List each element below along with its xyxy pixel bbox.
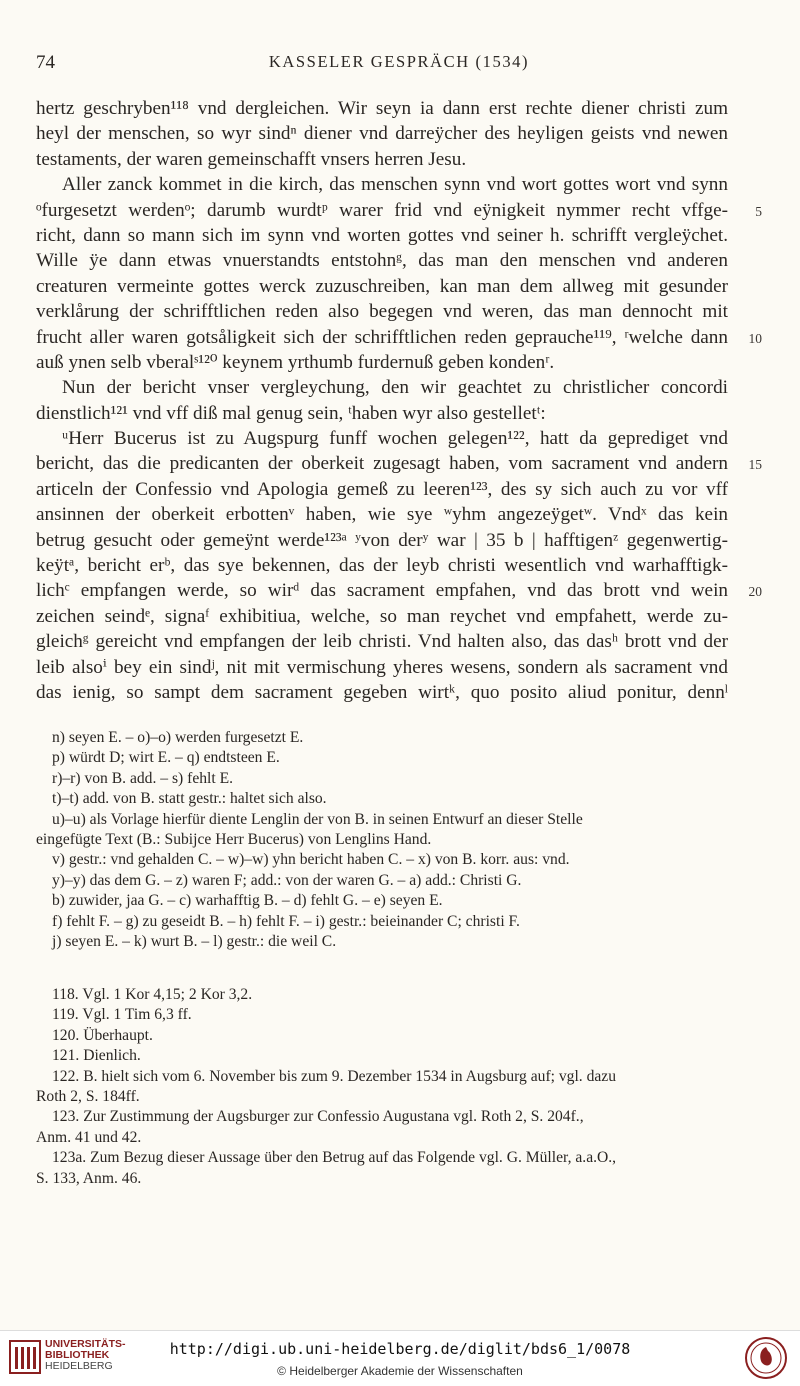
text-line: verklårung der schrifftlichen reden also begegen vnd weren, das man dennocht mit	[36, 301, 728, 323]
footnote-line: 121. Dienlich.	[52, 1047, 141, 1065]
text-line: articeln der Confessio vnd Apologia gemeß zu leeren¹²³, des sy sich auch zu vor vff	[36, 478, 728, 500]
text-line: Nun der bericht vnser vergleychung, den wir geachtet zu christlicher concordi	[62, 377, 728, 399]
text-line: richt, dann so mann sich im synn vnd worten gottes vnd seiner h. schrifft vergleÿchet.	[36, 224, 728, 246]
textual-apparatus	[36, 728, 728, 952]
library-name: UNIVERSITÄTS- BIBLIOTHEK HEIDELBERG	[45, 1338, 126, 1372]
apparatus-line: r)–r) von B. add. – s) fehlt E.	[52, 769, 234, 787]
text-line: Wille ÿe dann etwas vnuerstandts entstohnᵍ, das man den menschen vnd anderen	[36, 250, 728, 272]
text-line: ᵘHerr Bucerus ist zu Augspurg funff wochen gelegen¹²², hatt da geprediget vnd	[62, 428, 728, 450]
footnotes	[36, 985, 728, 1189]
apparatus-line: f) fehlt F. – g) zu geseidt B. – h) fehlt F. – i) gestr.: beieinander C; christi F.	[52, 912, 520, 930]
page-header	[36, 52, 762, 78]
line-number: 20	[748, 584, 762, 600]
apparatus-line: y)–y) das dem G. – z) waren F; add.: von der waren G. – a) add.: Christi G.	[52, 871, 522, 889]
academy-seal-icon	[744, 1336, 788, 1380]
text-line: testaments, der waren gemeinschafft vnsers herren Jesu.	[36, 148, 467, 170]
text-line: auß ynen selb vberalˢ¹²⁰ keynem yrthumb furdernuß geben kondenʳ.	[36, 351, 555, 373]
apparatus-line: j) seyen E. – k) wurt B. – l) gestr.: die weil C.	[52, 932, 337, 950]
footnote-line: Roth 2, S. 184ff.	[36, 1087, 140, 1105]
page-number: 74	[36, 52, 55, 73]
viewer-footer	[0, 1330, 800, 1386]
text-line: das ienig, so sampt dem sacrament gegeben wirtᵏ, quo posito aliud ponitur, dennˡ	[36, 681, 728, 703]
main-text	[36, 96, 762, 705]
running-title: KASSELER GESPRÄCH (1534)	[268, 52, 530, 71]
text-line: frucht aller waren gotsåligkeit sich der schrifftlichen reden geprauche¹¹⁹, ʳwelche dann 10	[36, 325, 728, 350]
permalink-url[interactable]: http://digi.ub.uni-heidelberg.de/diglit/bds6_1/0078	[169, 1340, 631, 1358]
text-line: hertz geschryben¹¹⁸ vnd dergleichen. Wir seyn ia dann erst rechte diener christi zum	[36, 98, 728, 119]
footnote-line: 118. Vgl. 1 Kor 4,15; 2 Kor 3,2.	[52, 986, 253, 1003]
apparatus-line: t)–t) add. von B. statt gestr.: haltet sich also.	[52, 790, 327, 808]
footnote-line: 122. B. hielt sich vom 6. November bis zum 9. Dezember 1534 in Augsburg auf; vgl. dazu	[52, 1067, 617, 1085]
text-line: lichᶜ empfangen werde, so wirᵈ das sacrament empfahen, vnd das brott vnd wein 20	[36, 578, 728, 603]
copyright-notice: © Heidelberger Akademie der Wissenschaften	[277, 1364, 523, 1378]
text-line: bericht, das die predicanten der oberkeit zugesagt haben, vom sacrament vnd andern 15	[36, 451, 728, 476]
footnote-line: 123a. Zum Bezug dieser Aussage über den Betrug auf das Folgende vgl. G. Müller, a.a.O.,	[52, 1149, 617, 1167]
text-line: dienstlich¹²¹ vnd vff diß mal genug sein, ᵗhaben wyr also gestelletᵗ:	[36, 402, 546, 424]
apparatus-line: b) zuwider, jaa G. – c) warhafftig B. – d) fehlt G. – e) seyen E.	[52, 892, 443, 910]
apparatus-line: p) würdt D; wirt E. – q) endtsteen E.	[52, 749, 280, 767]
text-line: heyl der menschen, so wyr sindⁿ diener vnd darreÿcher des heyligen geists vnd newen	[36, 123, 728, 145]
apparatus-line: eingefügte Text (B.: Subijce Herr Bucerus) von Lenglins Hand.	[36, 830, 432, 848]
footnote-line: 120. Überhaupt.	[52, 1026, 153, 1044]
text-line: zeichen seindᵉ, signaᶠ exhibitiua, welche, so man reychet vnd empfahett, werde zu-	[36, 605, 728, 627]
line-number: 10	[748, 330, 762, 346]
footnote-line: 123. Zur Zustimmung der Augsburger zur Confessio Augustana vgl. Roth 2, S. 204f.,	[52, 1108, 584, 1126]
text-line: ᵒfurgesetzt werdenᵒ; darumb wurdtᵖ warer frid vnd eÿnigkeit nymmer recht vffge- 5	[36, 198, 728, 223]
text-line: gleichᵍ gereicht vnd empfangen der leib christi. Vnd halten also, das dasʰ brott vnd der	[36, 631, 728, 653]
text-line: ansinnen der oberkeit erbottenᵛ haben, wie sye ʷyhm angezeÿgetʷ. Vndˣ das kein	[36, 504, 728, 526]
text-line: leib alsoⁱ bey ein sindʲ, nit mit vermischung yheres wesens, sondern als sacrament vnd	[36, 656, 728, 678]
footnote-line: Anm. 41 und 42.	[36, 1128, 142, 1146]
apparatus-line: u)–u) als Vorlage hierfür diente Lenglin der von B. in seinen Entwurf an dieser Stelle	[52, 810, 583, 828]
apparatus-line: v) gestr.: vnd gehalden C. – w)–w) yhn bericht haben C. – x) von B. korr. aus: vnd.	[52, 851, 570, 869]
text-line: Aller zanck kommet in die kirch, das menschen synn vnd wort gottes wort vnd synn	[62, 174, 728, 196]
apparatus-line: n) seyen E. – o)–o) werden furgesetzt E.	[52, 729, 304, 746]
text-line: creaturen vermeinte gottes werck zuzuschreiben, kan man dem allweg mit gesunder	[36, 275, 728, 297]
text-line: betrug gesucht oder gemeÿnt werde¹²³ᵃ ʸvon derʸ war | 35 b | hafftigenᶻ gegenwertig-	[36, 529, 728, 551]
text-line: keÿtᵃ, bericht erᵇ, das sye bekennen, das der leyb christi wesentlich vnd warhafftigk-	[36, 555, 728, 577]
footnote-line: 119. Vgl. 1 Tim 6,3 ff.	[52, 1006, 192, 1024]
line-number: 5	[755, 203, 762, 219]
line-number: 15	[748, 457, 762, 473]
footnote-line: S. 133, Anm. 46.	[36, 1169, 142, 1187]
